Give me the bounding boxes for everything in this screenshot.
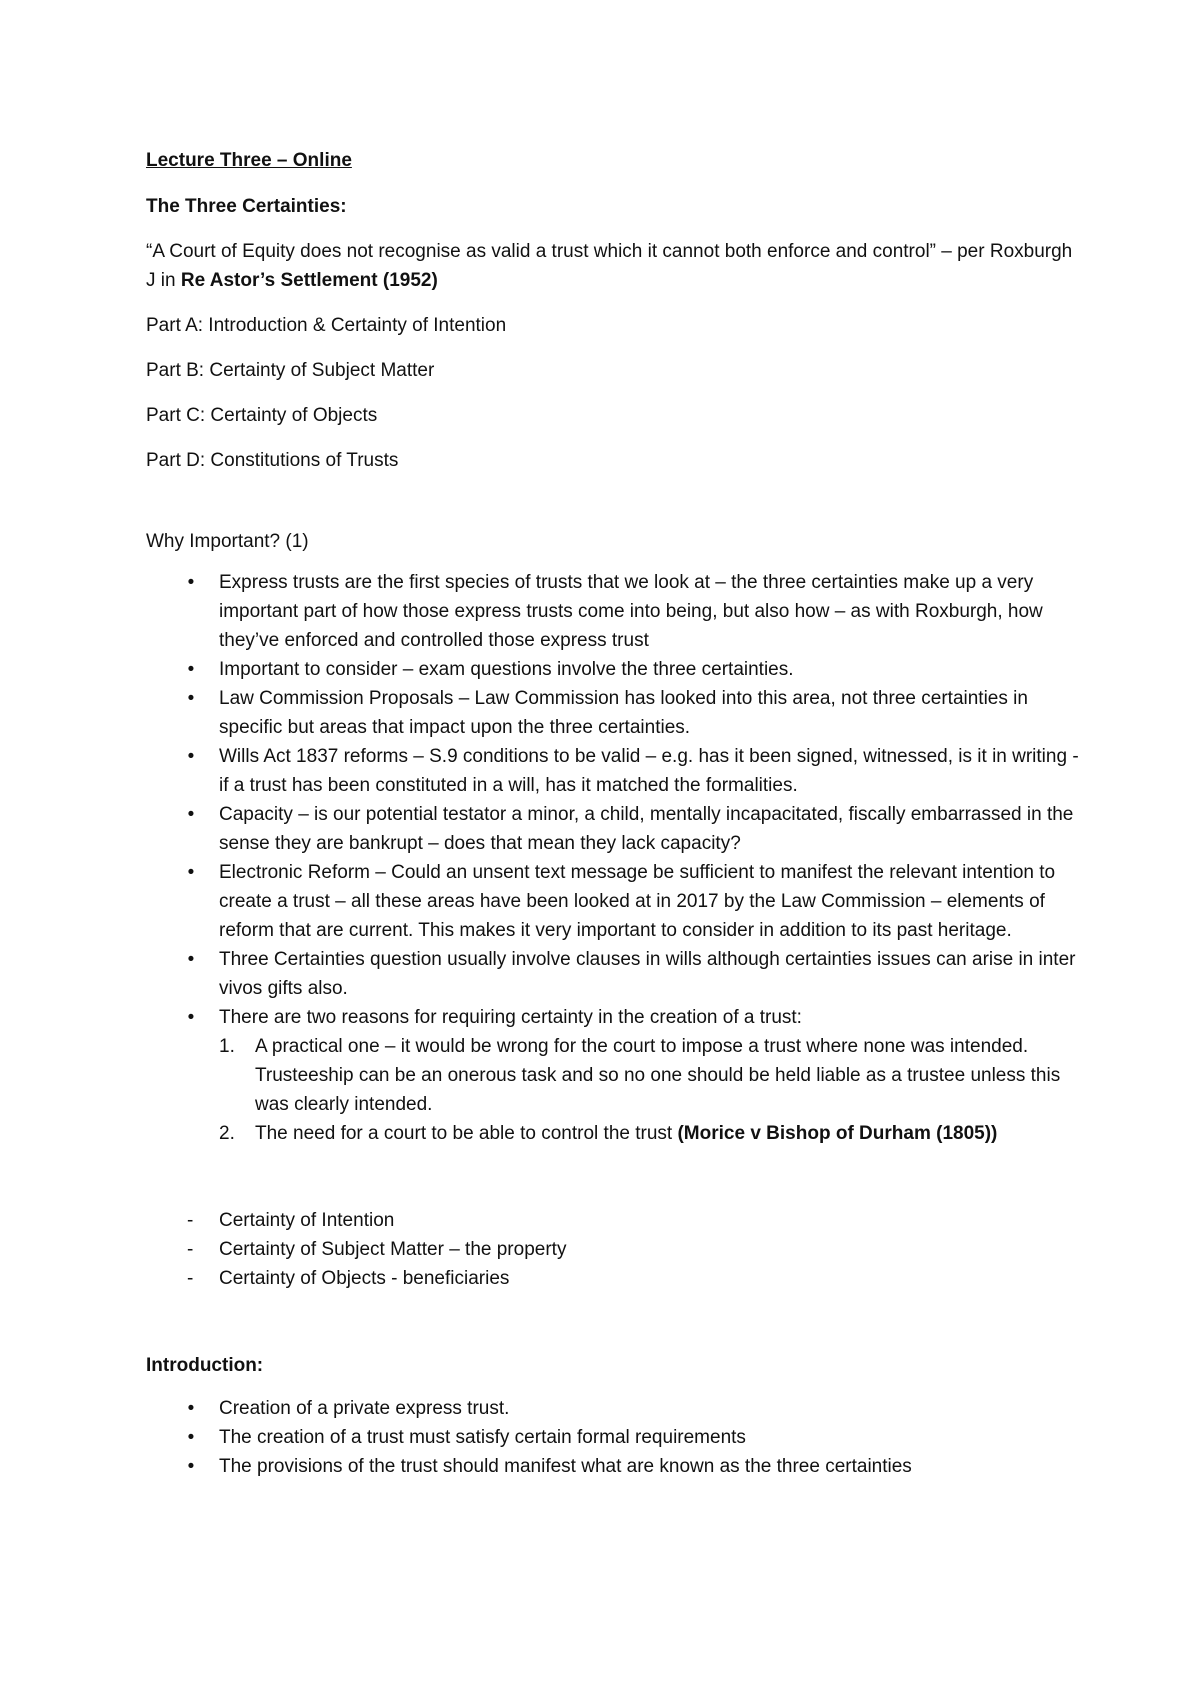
dash-icon: - (187, 1268, 194, 1289)
list-item-text: Important to consider – exam questions involve the three certainties. (219, 659, 794, 680)
bullet-icon: • (187, 1398, 195, 1419)
numbered-item-text: A practical one – it would be wrong for the court to impose a trust where none was intended. Trusteeship can be an onerous task and so no one should be held liable as a trustee unless this was clearly intended. (255, 1036, 1061, 1115)
list-item (146, 1423, 1086, 1452)
dash-icon: - (187, 1210, 194, 1231)
list-item (146, 858, 1086, 945)
list-item (146, 1452, 1086, 1481)
list-item-text: Certainty of Subject Matter – the property (219, 1239, 567, 1260)
part-d: Part D: Constitutions of Trusts (146, 450, 399, 471)
spacer (146, 1293, 1086, 1351)
document-body (146, 146, 1086, 1481)
case-citation-morice: (Morice v Bishop of Durham (1805)) (677, 1123, 998, 1144)
three-certainties-heading: The Three Certainties: (146, 196, 347, 217)
dash-icon: - (187, 1239, 194, 1260)
spacer (146, 1148, 1086, 1206)
bullet-icon: • (187, 572, 195, 593)
list-item-text: The provisions of the trust should manifest what are known as the three certainties (219, 1456, 912, 1477)
list-item-text: Electronic Reform – Could an unsent text message be sufficient to manifest the relevant intention to create a trust – all these areas have been looked at in 2017 by the Law Commission – elements of reform that are current. This makes it very important to consider in addition to its past heritage. (219, 862, 1056, 941)
list-item-reasons (146, 1003, 1086, 1148)
list-item-text: Certainty of Objects - beneficiaries (219, 1268, 510, 1289)
list-item-text: Creation of a private express trust. (219, 1398, 510, 1419)
part-b: Part B: Certainty of Subject Matter (146, 360, 435, 381)
bullet-icon: • (187, 1456, 195, 1477)
certainties-dash-list (146, 1206, 1086, 1293)
roxburgh-quote (146, 237, 1086, 295)
bullet-icon: • (187, 1427, 195, 1448)
list-item (146, 945, 1086, 1003)
list-item-text: Capacity – is our potential testator a minor, a child, mentally incapacitated, fiscally embarrassed in the sense they are bankrupt – does that mean they lack capacity? (219, 804, 1074, 854)
reasons-numbered-list (219, 1032, 1086, 1148)
bullet-icon: • (187, 1007, 195, 1028)
list-item (146, 1394, 1086, 1423)
list-item-text: Express trusts are the first species of trusts that we look at – the three certainties make up a very important part of how those express trusts come into being, but also how – as with Roxburgh, how they’ve enforced and controlled those express trust (219, 572, 1043, 651)
introduction-list (146, 1394, 1086, 1481)
list-item-text: The creation of a trust must satisfy certain formal requirements (219, 1427, 746, 1448)
bullet-icon: • (187, 746, 195, 767)
list-item-text: Law Commission Proposals – Law Commission has looked into this area, not three certainties in specific but areas that impact upon the three certainties. (219, 688, 1028, 738)
list-item-text: Wills Act 1837 reforms – S.9 conditions to be valid – e.g. has it been signed, witnessed, is it in writing - if a trust has been constituted in a will, has it matched the formalities. (219, 746, 1079, 796)
list-item-text: Certainty of Intention (219, 1210, 395, 1231)
part-a: Part A: Introduction & Certainty of Intention (146, 315, 507, 336)
bullet-icon: • (187, 688, 195, 709)
bullet-icon: • (187, 659, 195, 680)
quote-text: “A Court of Equity does not recognise as valid a trust which it cannot both enforce and control” – per Roxburgh J in (146, 241, 1073, 291)
list-item (146, 568, 1086, 655)
list-item (146, 1264, 1086, 1293)
introduction-heading: Introduction: (146, 1355, 264, 1376)
reasons-intro: There are two reasons for requiring certainty in the creation of a trust: (219, 1007, 802, 1028)
item-number: 1. (219, 1036, 235, 1057)
part-c: Part C: Certainty of Objects (146, 405, 378, 426)
why-important-heading: Why Important? (1) (146, 531, 309, 552)
bullet-icon: • (187, 804, 195, 825)
list-item (146, 655, 1086, 684)
list-item-text: Three Certainties question usually involve clauses in wills although certainties issues can arise in inter vivos gifts also. (219, 949, 1076, 999)
list-item (146, 742, 1086, 800)
list-item (146, 684, 1086, 742)
numbered-item-text: The need for a court to be able to control the trust (255, 1123, 678, 1144)
numbered-item (219, 1032, 1086, 1119)
list-item (146, 1235, 1086, 1264)
why-important-list (146, 568, 1086, 1148)
list-item (146, 1206, 1086, 1235)
lecture-title: Lecture Three – Online (146, 150, 352, 171)
spacer (146, 491, 1086, 525)
case-citation-re-astor: Re Astor’s Settlement (1952) (180, 270, 438, 291)
bullet-icon: • (187, 862, 195, 883)
list-item (146, 800, 1086, 858)
numbered-item (219, 1119, 1086, 1148)
item-number: 2. (219, 1123, 235, 1144)
bullet-icon: • (187, 949, 195, 970)
